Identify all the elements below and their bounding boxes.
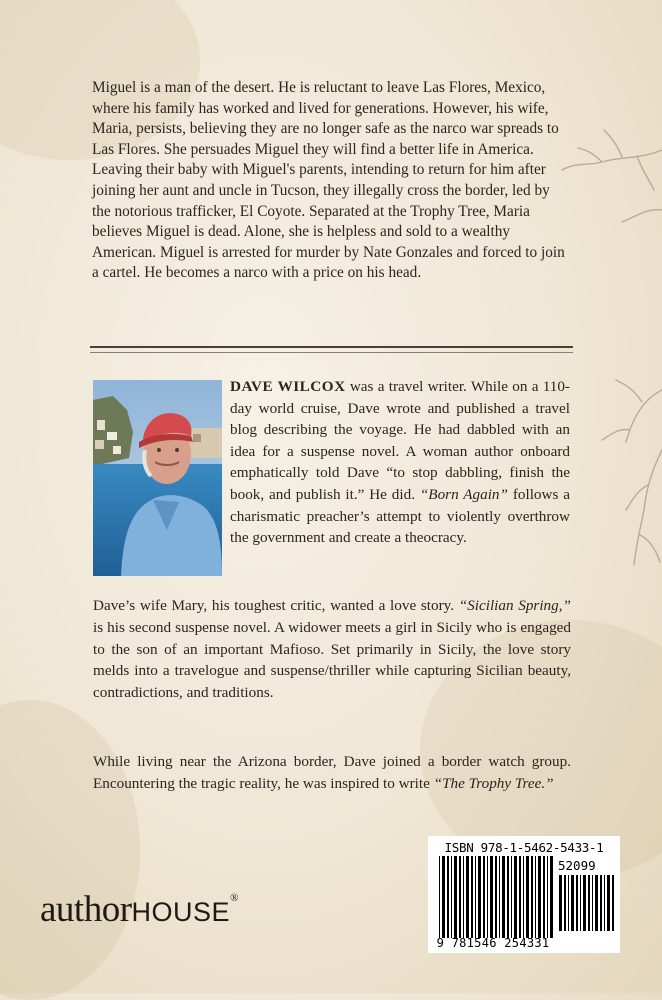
barcode-bar xyxy=(478,856,481,938)
barcode-bar xyxy=(538,856,541,938)
barcode-bar xyxy=(568,875,569,931)
price-code: 52099 xyxy=(558,858,596,873)
barcode-bar xyxy=(612,875,614,931)
barcode-bar xyxy=(490,856,493,938)
second-novel-paragraph xyxy=(93,595,571,704)
registered-mark: ® xyxy=(230,892,238,904)
barcode-bar xyxy=(499,856,500,938)
barcode-bar xyxy=(466,856,469,938)
barcode-digits: 9 781546 254331 xyxy=(436,936,550,950)
barcode-bar xyxy=(547,856,548,938)
barcode-bar xyxy=(588,875,590,931)
isbn-label: ISBN 978-1-5462-5433-1 xyxy=(444,840,604,855)
paragraph-text-end: is his second suspense novel. A widower meets a girl in Sicily who is engaged to the son of an important Mafioso. Set primarily in Sicily, the love story melds into a travelogue and suspense/thriller while capturing Sicilian beauty, contradictions, and traditions. xyxy=(93,618,571,702)
book-synopsis: Miguel is a man of the desert. He is reluctant to leave Las Flores, Mexico, where his family has worked and lived for generations. However, his wife, Maria, persists, believing they are no longer safe as the narco war spreads to Las Flores. She persuades Miguel they will find a better life in America. Leaving their baby with Miguel's parents, intending to return for him after joining her aunt and uncle in Tucson, they illegally cross the border, led by the notorious trafficker, El Coyote. Separated at the Trophy Tree, Maria believes Miguel is dead. Alone, she is helpless and sold to a wealthy American. Miguel is arrested for murder by Nate Gonzales and forced to join a cartel. He becomes a narco with a price on his head. xyxy=(92,79,565,282)
barcode-bar xyxy=(439,856,440,938)
barcode-bar xyxy=(607,875,610,931)
author-bio-text: was a travel writer. While on a 110-day world cruise, Dave wrote and published a travel blog describing the voyage. He had dabbled with an idea for a suspense novel. A woman author onboard emphatically told Dave “to stop dabbling, finish the book, and publish it.” He did. xyxy=(230,378,570,503)
section-divider xyxy=(90,346,573,353)
author-photo xyxy=(93,380,222,576)
barcode-bar xyxy=(595,875,598,931)
barcode-bars xyxy=(438,856,556,938)
barcode-bar xyxy=(600,875,602,931)
logo-uppercase: HOUSE xyxy=(131,897,231,927)
author-bio-text-end: follows a charismatic preacher’s attempt to violently overthrow the government and create a theocracy. xyxy=(230,485,570,547)
barcode-bar xyxy=(514,856,517,938)
barcode-bar xyxy=(531,856,533,938)
barcode-bar xyxy=(559,875,562,931)
author-bio xyxy=(230,376,570,549)
barcode-bar xyxy=(487,856,488,938)
inspiration-paragraph xyxy=(93,751,571,795)
barcode-bar xyxy=(535,856,536,938)
isbn-barcode xyxy=(428,836,620,953)
barcode-bar xyxy=(580,875,581,931)
paper-stain xyxy=(0,700,140,1000)
book-title-sicilian-spring: “Sicilian Spring,” xyxy=(458,597,571,614)
barcode-bar xyxy=(483,856,485,938)
author-name: DAVE WILCOX xyxy=(230,378,346,395)
barcode-bar xyxy=(550,856,553,938)
barcode-bar xyxy=(507,856,509,938)
barcode-bar xyxy=(442,856,445,938)
barcode-bar xyxy=(571,875,574,931)
barcode-bar xyxy=(564,875,566,931)
paragraph-text: While living near the Arizona border, Dave joined a border watch group. Encountering the tragic reality, he was inspired to write xyxy=(93,753,571,792)
barcode-bar xyxy=(511,856,512,938)
barcode-bar xyxy=(495,856,497,938)
barcode-bar xyxy=(454,856,457,938)
publisher-logo xyxy=(40,888,238,931)
barcode-bar xyxy=(451,856,452,938)
barcode-bar xyxy=(502,856,505,938)
barcode-bar xyxy=(604,875,605,931)
barcode-bar xyxy=(576,875,578,931)
logo-lowercase: author xyxy=(40,889,132,930)
barcode-bar xyxy=(592,875,593,931)
barcode-bar xyxy=(519,856,521,938)
barcode-bar xyxy=(475,856,476,938)
barcode-bar xyxy=(543,856,545,938)
book-title-trophy-tree: “The Trophy Tree.” xyxy=(433,774,554,792)
price-barcode-bars xyxy=(558,875,614,931)
barcode-bar xyxy=(471,856,473,938)
barcode-bar xyxy=(459,856,461,938)
barcode-bar xyxy=(583,875,586,931)
barcode-bar xyxy=(447,856,449,938)
barcode-bar xyxy=(463,856,464,938)
book-title-born-again: “Born Again” xyxy=(419,485,508,503)
paragraph-text: Dave’s wife Mary, his toughest critic, wanted a love story. xyxy=(93,597,459,614)
barcode-bar xyxy=(526,856,529,938)
barcode-bar xyxy=(523,856,524,938)
